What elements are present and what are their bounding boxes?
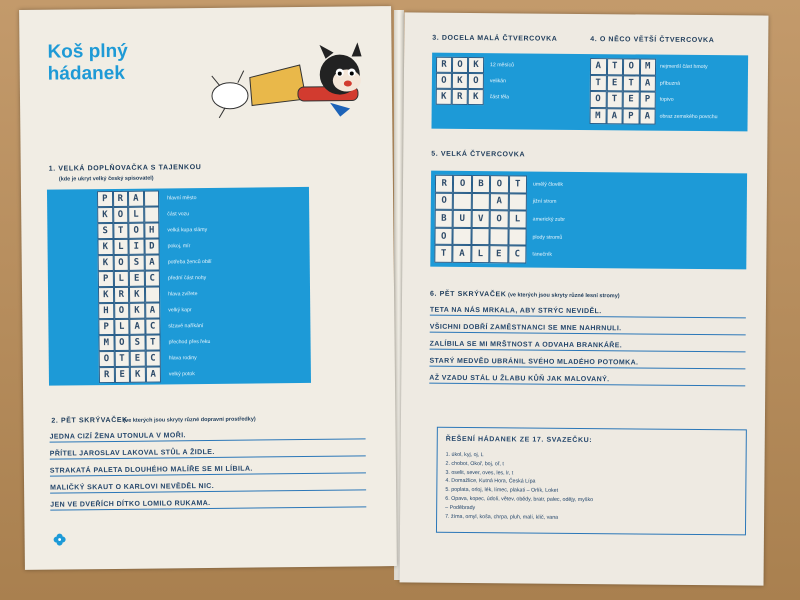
crossword-cell[interactable]: K	[98, 255, 114, 271]
crossword-cell[interactable]: T	[606, 91, 623, 108]
crossword-cell[interactable]	[144, 207, 160, 223]
crossword-cell[interactable]: L	[113, 271, 129, 287]
crossword-cell[interactable]: K	[468, 89, 484, 105]
clue-text: nejmenší část hmoty	[660, 63, 708, 71]
crossword-cell[interactable]: L	[128, 207, 144, 223]
crossword-cell[interactable]	[472, 193, 491, 211]
crossword-cell[interactable]: E	[606, 75, 623, 92]
clue-text: jižní strom	[532, 198, 557, 206]
hidden-word-sentence[interactable]: MALIČKÝ SKAUT O KARLOVI NEVĚDĚL NIC.	[50, 481, 366, 493]
clue-text: velikán	[489, 78, 507, 85]
crossword-cell[interactable]: A	[606, 108, 623, 125]
crossword1-grid[interactable]	[97, 191, 161, 384]
hidden-word-sentence[interactable]: ZALÍBILA SE MI MRŠTNOST A ODVAHA BRANKÁŘE.	[430, 341, 746, 353]
crossword-cell[interactable]	[490, 228, 509, 246]
crossword-cell[interactable]: T	[114, 351, 130, 367]
page-title: Koš plný hádanek	[47, 40, 128, 85]
crossword-cell[interactable]: K	[129, 303, 145, 319]
clue-text: umělý člověk	[532, 181, 564, 188]
crossword-cell[interactable]: O	[113, 255, 129, 271]
crossword-cell[interactable]: I	[128, 239, 144, 255]
crossword-cell[interactable]: L	[471, 245, 490, 263]
crossword-cell[interactable]: K	[130, 367, 146, 383]
hidden-word-sentence[interactable]: VŠICHNI DOBŘÍ ZAMĚSTNANCI SE MNE NAHRNULI.	[430, 324, 746, 336]
cat-cartoon-icon	[179, 36, 380, 128]
crossword-cell[interactable]: R	[436, 57, 452, 73]
crossword-cell[interactable]: O	[436, 73, 452, 89]
crossword-cell[interactable]: P	[97, 191, 113, 207]
crossword-cell[interactable]: E	[129, 271, 145, 287]
crossword-cell[interactable]: E	[114, 367, 130, 383]
hidden-word-sentence[interactable]: JEN VE DVEŘÍCH DÍTKO LOMILO RUKAMA.	[50, 498, 366, 510]
crossword-cell[interactable]: A	[145, 366, 161, 382]
hidden-words-list-2	[429, 307, 746, 402]
clue-text: hlava rodiny	[168, 355, 197, 362]
crossword-cell[interactable]: A	[129, 319, 145, 335]
crossword-cell[interactable]	[453, 228, 472, 246]
crossword-cell[interactable]: E	[489, 246, 508, 264]
crossword-cell[interactable]: C	[508, 246, 527, 264]
clue-text: 12 měsíců	[490, 62, 514, 69]
crossword-cell[interactable]: O	[99, 351, 115, 367]
crossword-cell[interactable]: A	[145, 303, 161, 319]
hidden-word-sentence[interactable]: TETA NA NÁS MRKALA, ABY STRÝC NEVIDĚL.	[430, 307, 746, 319]
section6-subtitle: (ve kterých jsou skryty různé lesní stromy)	[508, 292, 620, 300]
crossword-cell[interactable]: B	[472, 175, 491, 193]
clue-text: topivo	[659, 96, 674, 104]
crossword-cell[interactable]: T	[434, 245, 453, 263]
crossword-cell[interactable]: T	[145, 335, 161, 351]
solution-line: 7. žíma, omyl, koša, chrpa, pluh, malí, klíč, vana	[445, 513, 559, 521]
clue-text: americký zubr	[532, 216, 566, 223]
crossword-cell[interactable]	[508, 228, 527, 246]
crossword-cell[interactable]: A	[490, 193, 509, 211]
crossword-cell[interactable]: O	[490, 175, 509, 193]
clue-text: přední část nohy	[167, 275, 207, 282]
solution-line: 2. chobot, Okoř, boj, oř, t	[445, 460, 504, 468]
crossword-cell[interactable]: P	[639, 91, 656, 108]
crossword1-clues	[167, 189, 309, 382]
crossword-cell[interactable]: O	[453, 175, 472, 193]
hidden-word-sentence[interactable]: STRAKATÁ PALETA DLOUHÉHO MALÍŘE SE MI LÍBILA.	[50, 464, 366, 476]
crossword-cell[interactable]: K	[97, 207, 113, 223]
solution-line: 3. oselit, sever, oves, les, lr, t	[445, 469, 514, 476]
crossword-cell[interactable]: R	[113, 287, 129, 303]
crossword-cell[interactable]: C	[144, 271, 160, 287]
crossword-cell[interactable]: O	[435, 192, 454, 210]
crossword-cell[interactable]: K	[452, 73, 468, 89]
clue-text: slzavé naříkání	[168, 323, 204, 330]
crossword-cell[interactable]: R	[435, 175, 454, 193]
crossword-cell[interactable]: K	[129, 287, 145, 303]
clue-text: velký kapr	[168, 307, 192, 314]
clue-text: přechod přes řeku	[168, 338, 211, 346]
crossword-cell[interactable]: A	[590, 58, 607, 75]
crossword3-clues	[490, 57, 580, 106]
crossword-cell[interactable]: T	[113, 223, 129, 239]
crossword-cell[interactable]: L	[113, 239, 129, 255]
clue-text: plody stromů	[532, 234, 563, 241]
crossword-cell[interactable]: O	[623, 58, 640, 75]
crossword-cell[interactable]: R	[112, 191, 128, 207]
crossword-cell[interactable]: T	[606, 58, 623, 75]
section6-title: 6. PĚT SKRÝVAČEK	[430, 290, 507, 299]
crossword-cell[interactable]: R	[99, 367, 115, 383]
crossword-cell[interactable]	[453, 192, 472, 210]
clue-text: velký potok	[168, 371, 195, 378]
section1-title: 1. VELKÁ DOPLŇOVAČKA S TAJENKOU	[48, 164, 202, 173]
crossword-cell[interactable]: L	[508, 211, 527, 229]
section3-title: 3. DOCELA MALÁ ČTVERCOVKA	[432, 34, 558, 43]
crossword4-clues	[660, 59, 749, 126]
crossword-cell[interactable]: P	[98, 319, 114, 335]
crossword-cell[interactable]: A	[639, 75, 656, 92]
crossword-cell[interactable]	[508, 193, 527, 211]
solution-line: 6. Opava, kopec, údolí, větev, obědy, bratr, palec, odějy, myško	[445, 495, 594, 504]
crossword-cell[interactable]: C	[145, 319, 161, 335]
hidden-word-sentence[interactable]: AŽ VZADU STÁL U ŽLABU KŮŇ JAK MALOVANÝ.	[429, 375, 745, 387]
crossword-cell[interactable]: O	[452, 57, 468, 73]
crossword-cell[interactable]: O	[490, 210, 509, 228]
crossword-cell[interactable]: A	[128, 191, 144, 207]
crossword5-clues	[532, 176, 733, 266]
crossword-cell[interactable]: O	[128, 223, 144, 239]
crossword-cell[interactable]: K	[436, 89, 452, 105]
solutions-title: ŘEŠENÍ HÁDANEK ZE 17. SVAZEČKU:	[445, 435, 593, 445]
solution-line: 4. Domažlice, Kutná Hora, Česká Lípa	[445, 478, 536, 485]
crossword-cell[interactable]: P	[623, 108, 640, 125]
crossword-cell[interactable]: M	[590, 108, 607, 125]
crossword-cell[interactable]: O	[434, 227, 453, 245]
crossword-cell[interactable]	[143, 191, 159, 207]
crossword-cell[interactable]: O	[114, 303, 130, 319]
crossword-cell[interactable]: O	[590, 91, 607, 108]
left-page	[19, 6, 397, 570]
crossword-cell[interactable]: M	[639, 58, 656, 75]
solution-line: 1. úkol, kyj, oj, L	[445, 451, 484, 459]
crossword-cell[interactable]: T	[509, 175, 528, 193]
crossword-cell[interactable]: E	[623, 91, 640, 108]
hidden-words-list-1	[50, 430, 367, 523]
crossword-cell[interactable]	[471, 228, 490, 246]
clue-text: pokoj, mír	[167, 243, 191, 250]
solution-line: – Poděbrady	[445, 504, 476, 511]
hidden-word-sentence[interactable]: PŘÍTEL JAROSLAV LAKOVAL STŮL A ŽIDLE.	[50, 447, 366, 459]
crossword-cell[interactable]: L	[114, 319, 130, 335]
crossword-cell[interactable]: H	[98, 303, 114, 319]
crossword-cell[interactable]: K	[468, 57, 484, 73]
solution-line: 5. poplata, orloj, lék, límec, plakati – Orlík, Loket	[445, 486, 559, 494]
hidden-word-sentence[interactable]: JEDNA CIZÍ ŽENA UTONULA V MOŘI.	[50, 430, 366, 442]
crossword-cell[interactable]: S	[97, 223, 113, 239]
clue-text: hlavní město	[167, 195, 197, 202]
crossword-cell[interactable]: K	[97, 239, 113, 255]
crossword-cell[interactable]: R	[452, 89, 468, 105]
crossword-cell[interactable]: A	[639, 108, 656, 125]
crossword-cell[interactable]: U	[453, 210, 472, 228]
crossword-cell[interactable]: P	[98, 271, 114, 287]
crossword-cell[interactable]: K	[98, 287, 114, 303]
crossword-cell[interactable]: S	[129, 335, 145, 351]
crossword-cell[interactable]: H	[144, 223, 160, 239]
clover-icon	[53, 532, 67, 546]
crossword-cell[interactable]: A	[453, 245, 472, 263]
crossword-cell[interactable]: O	[114, 335, 130, 351]
right-page	[400, 12, 769, 585]
crossword4-grid[interactable]	[590, 58, 657, 125]
section5-title: 5. VELKÁ ČTVERCOVKA	[431, 150, 526, 159]
crossword5-grid[interactable]	[434, 175, 527, 264]
clue-text: část těla	[489, 94, 510, 101]
clue-text: část vozu	[167, 211, 190, 218]
crossword-cell[interactable]: S	[129, 255, 145, 271]
clue-text: příbuzná	[659, 80, 681, 87]
section2-title: 2. PĚT SKRÝVAČEK	[51, 416, 128, 425]
crossword-cell[interactable]: C	[145, 350, 161, 366]
clue-text: tanečník	[532, 251, 553, 258]
crossword-cell[interactable]: E	[130, 351, 146, 367]
crossword-cell[interactable]: O	[468, 73, 484, 89]
crossword-cell[interactable]: D	[144, 239, 160, 255]
crossword-cell[interactable]: B	[435, 210, 454, 228]
section1-subtitle: (kde je ukryt velký český spisovatel)	[58, 175, 154, 183]
clue-text: velká kupa slámy	[167, 227, 208, 234]
crossword-cell[interactable]: M	[98, 335, 114, 351]
crossword-cell[interactable]	[144, 287, 160, 303]
clue-text: potřeba ženců obilí	[167, 258, 212, 266]
crossword-cell[interactable]: O	[113, 207, 129, 223]
crossword-cell[interactable]: A	[144, 255, 160, 271]
crossword-cell[interactable]: T	[590, 75, 607, 92]
crossword-cell[interactable]: V	[471, 210, 490, 228]
crossword3-grid[interactable]	[436, 57, 484, 105]
solutions-box	[436, 427, 747, 536]
hidden-word-sentence[interactable]: STARÝ MEDVĚD UBRÁNIL SVÉHO MLADÉHO POTOMKA.	[429, 358, 745, 370]
section2-subtitle: (ve kterých jsou skryty různé dopravní prostředky)	[123, 416, 256, 424]
clue-text: hlava zvířete	[168, 291, 198, 298]
section4-title: 4. O NĚCO VĚTŠÍ ČTVERCOVKA	[590, 36, 715, 45]
crossword-cell[interactable]: T	[623, 75, 640, 92]
clue-text: obraz zemského povrchu	[659, 113, 718, 120]
